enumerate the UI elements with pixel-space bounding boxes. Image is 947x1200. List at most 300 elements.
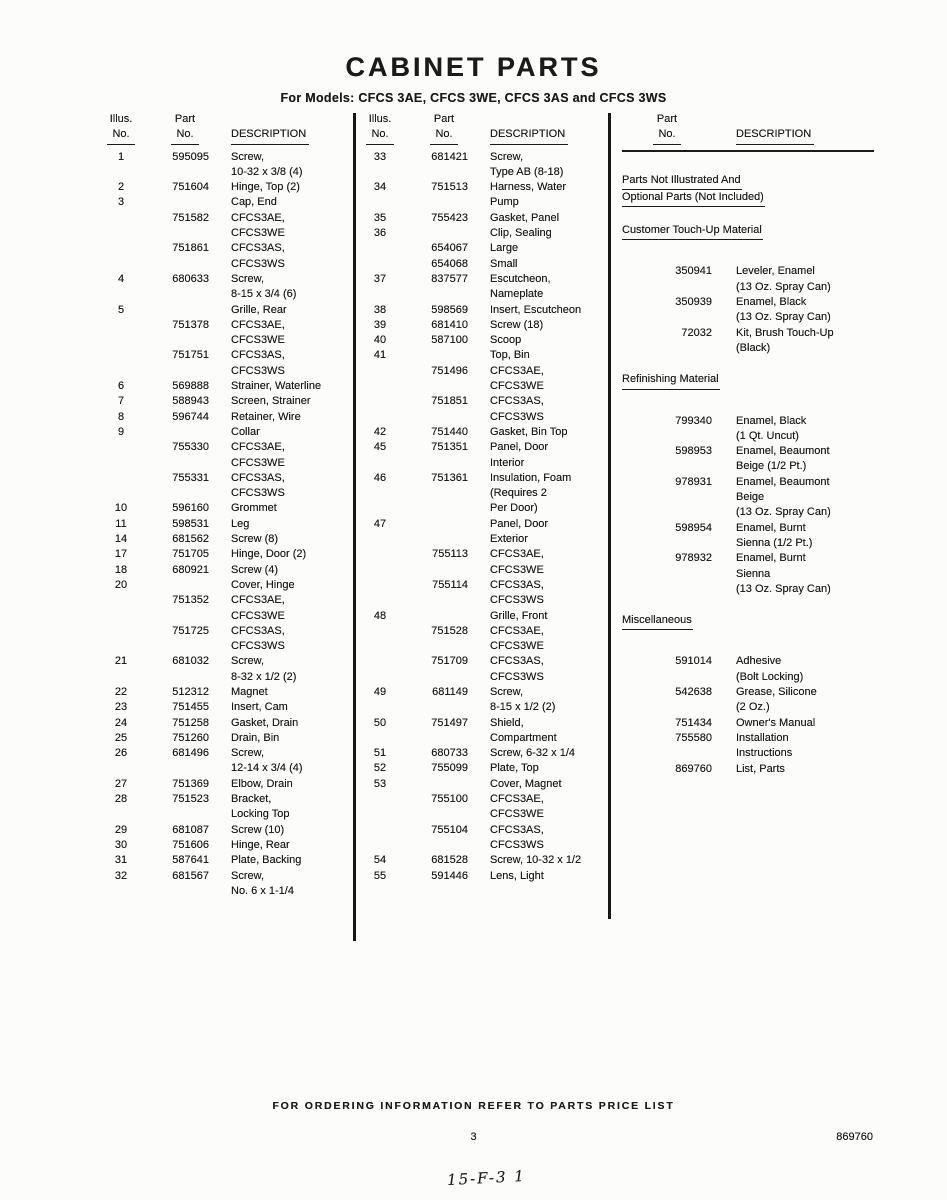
illus-no-cell: 41 [373,349,387,362]
parts-row [103,226,349,241]
description-cell: Screw (10) [231,823,285,836]
description-cell: Screw (18) [490,318,544,331]
parts-row [103,211,349,226]
parts-row [622,567,874,582]
part-no-cell: 654068 [431,257,468,270]
parts-row [362,547,604,562]
parts-column-2 [362,112,604,884]
ordering-note: FOR ORDERING INFORMATION REFER TO PARTS PRICE LIST [272,1100,675,1112]
description-cell: Cover, Hinge [231,578,295,591]
description-cell: Large [490,242,519,255]
part-no-cell: 751258 [172,716,209,729]
no-header-label: No. [171,127,198,144]
parts-row [103,807,349,822]
description-cell: CFCS3WE [490,380,544,393]
parts-row [622,762,874,777]
parts-row [103,241,349,256]
part-no-cell: 595095 [172,150,209,163]
page-title: CABINET PARTS [345,52,602,82]
illus-no-cell: 30 [114,838,128,851]
parts-row [362,593,604,608]
parts-row [622,746,874,761]
parts-row [103,364,349,379]
illus-no-cell [362,547,398,562]
description-cell: Retainer, Wire [231,410,301,423]
part-no-cell: 598531 [172,517,209,530]
description-cell: Screw, [231,655,265,668]
parts-row [362,563,604,578]
parts-row [362,241,604,256]
part-no-cell [622,505,712,520]
description-cell: (Black) [736,341,771,354]
parts-row [362,287,604,302]
description-cell: CFCS3AS, [231,471,285,484]
illus-no-cell: 1 [117,150,125,163]
description-cell: CFCS3WS [490,670,544,683]
part-no-cell: 542638 [675,686,712,699]
parts-row [362,654,604,669]
part-no-cell: 598953 [675,445,712,458]
illus-no-cell [362,257,398,272]
part-header-label: Part [174,113,196,125]
description-cell: Enamel, Burnt [736,521,806,534]
illus-no-cell [362,792,398,807]
description-cell: Elbow, Drain [231,777,293,790]
description-cell: 8-15 x 3/4 (6) [231,288,297,301]
note-line [622,173,874,190]
illus-no-cell: 33 [373,150,387,163]
parts-row [103,257,349,272]
description-cell: Insert, Escutcheon [490,303,582,316]
part-no-cell [149,456,221,471]
section-title-text: Refinishing Material [622,372,720,389]
parts-row [622,490,874,505]
parts-row [362,303,604,318]
part-no-cell [622,700,712,715]
illus-no-cell: 20 [114,578,128,591]
parts-row [362,869,604,884]
part-no-cell [408,456,480,471]
parts-row [362,639,604,654]
part-no-cell [149,670,221,685]
part-no-cell [408,807,480,822]
part-no-cell [622,341,712,356]
parts-row [103,517,349,532]
parts-row [362,257,604,272]
parts-row [362,211,604,226]
section-title-text: Miscellaneous [622,613,693,630]
description-cell: Top, Bin [490,349,530,362]
part-no-cell: 751861 [172,242,209,255]
illus-no-cell [103,211,139,226]
illus-no-cell: 27 [114,777,128,790]
part-no-cell: 681562 [172,533,209,546]
part-no-cell [408,486,480,501]
description-cell: Screw, [231,272,265,285]
part-no-cell: 751496 [431,364,468,377]
parts-row [362,838,604,853]
parts-row [622,475,874,490]
part-no-cell [408,517,480,532]
section-title-text: Customer Touch-Up Material [622,223,763,240]
parts-row [103,456,349,471]
description-cell: CFCS3WE [231,456,285,469]
description-cell: Owner's Manual [736,716,816,729]
parts-row [362,364,604,379]
part-no-cell [408,593,480,608]
page-number: 3 [470,1131,477,1143]
illus-header-label: Illus. [109,113,133,125]
description-cell: Grille, Front [490,609,548,622]
description-cell: Enamel, Burnt [736,552,806,565]
illus-no-cell [103,807,139,822]
illus-no-cell: 40 [373,334,387,347]
parts-row [362,425,604,440]
part-no-cell: 751434 [675,716,712,729]
parts-row [362,394,604,409]
parts-row [362,226,604,241]
description-cell: Enamel, Black [736,296,807,309]
part-no-cell [149,761,221,776]
parts-row [362,456,604,471]
part-no-cell: 681087 [172,823,209,836]
part-no-cell [408,348,480,363]
illus-no-cell: 4 [117,272,125,285]
description-cell: CFCS3AS, [490,655,544,668]
description-header [231,112,349,145]
description-cell: CFCS3AS, [490,823,544,836]
not-illustrated-note [622,173,874,208]
description-cell: CFCS3WS [231,364,285,377]
part-no-cell: 681567 [172,869,209,882]
part-no-cell [149,226,221,241]
parts-row [362,410,604,425]
illus-no-cell [103,257,139,272]
part-no-header [622,112,712,145]
part-no-cell: 681496 [172,747,209,760]
illus-no-cell [103,471,139,486]
description-cell: Interior [490,456,525,469]
description-cell: Screw, [231,869,265,882]
parts-row [103,410,349,425]
parts-row [362,471,604,486]
part-no-cell [622,670,712,685]
parts-row [103,838,349,853]
illus-no-cell: 7 [117,395,125,408]
parts-row [103,578,349,593]
description-cell: Per Door) [490,502,538,515]
illus-no-cell [103,456,139,471]
part-no-cell [622,746,712,761]
illus-no-cell [362,410,398,425]
description-cell: (Requires 2 [490,487,547,500]
part-no-cell [408,195,480,210]
parts-row [103,547,349,562]
illus-no-header [103,112,139,145]
illus-no-cell [362,456,398,471]
description-cell: Pump [490,196,519,209]
part-no-cell: 751751 [172,349,209,362]
part-no-cell [149,333,221,348]
parts-row [103,195,349,210]
description-header [736,112,874,145]
parts-row [103,731,349,746]
description-cell: Beige [736,491,765,504]
description-cell: 10-32 x 3/8 (4) [231,165,303,178]
illus-no-cell: 49 [373,685,387,698]
parts-row [103,853,349,868]
description-cell: CFCS3WS [231,487,285,500]
part-no-cell: 751361 [431,471,468,484]
description-cell: Sienna [736,567,771,580]
illus-no-cell: 3 [117,196,125,209]
part-no-cell [408,777,480,792]
illus-no-cell [362,165,398,180]
part-no-cell: 755114 [432,578,468,591]
parts-row [103,670,349,685]
parts-row [362,150,604,165]
illus-no-cell [103,670,139,685]
parts-row [103,180,349,195]
parts-row [103,501,349,516]
parts-row [103,486,349,501]
parts-row [362,501,604,516]
parts-row [362,716,604,731]
part-no-header [408,112,480,145]
illus-no-cell [362,670,398,685]
illus-no-cell [362,563,398,578]
part-no-cell [149,287,221,302]
illus-no-cell: 35 [373,211,387,224]
part-no-header [149,112,221,145]
parts-row [103,318,349,333]
part-no-cell: 869760 [675,762,712,775]
part-no-cell [622,490,712,505]
illus-no-cell: 26 [114,747,128,760]
illus-no-cell [362,823,398,838]
description-cell: CFCS3AE, [490,793,544,806]
description-cell: CFCS3AS, [231,624,285,637]
illus-no-cell: 21 [114,655,128,668]
parts-row [103,700,349,715]
parts-row [622,444,874,459]
section-title [622,223,874,240]
illus-no-cell [362,501,398,516]
part-no-cell: 751851 [431,395,468,408]
description-cell: (13 Oz. Spray Can) [736,582,831,595]
description-cell: CFCS3AE, [231,441,285,454]
part-no-cell: 755331 [172,471,209,484]
part-no-cell [149,257,221,272]
illus-no-cell [362,195,398,210]
description-cell: Plate, Top [490,762,539,775]
part-no-cell [408,532,480,547]
parts-row [103,348,349,363]
description-header-label: DESCRIPTION [231,127,309,144]
description-cell: List, Parts [736,762,785,775]
no-header-label: No. [107,127,134,144]
parts-row [103,746,349,761]
description-cell: CFCS3AS, [231,349,285,362]
illus-no-cell [103,318,139,333]
part-no-cell [408,287,480,302]
part-no-cell [622,582,712,597]
parts-row [622,716,874,731]
illus-no-cell: 17 [114,548,128,561]
part-no-cell: 755099 [431,762,468,775]
parts-column-3 [622,112,874,787]
part-no-cell: 681410 [431,318,468,331]
part-no-cell: 978931 [675,475,712,488]
parts-row [622,536,874,551]
illus-no-cell: 11 [115,517,127,530]
header-spacer [231,112,234,127]
description-cell: Screw (8) [231,533,279,546]
part-no-cell [149,807,221,822]
parts-row [103,165,349,180]
part-no-cell: 751523 [172,793,209,806]
part-no-cell [149,303,221,318]
parts-row [103,884,349,899]
illus-no-cell [362,639,398,654]
part-no-cell: 681421 [431,150,468,163]
part-no-cell [408,563,480,578]
description-cell: CFCS3WE [490,808,544,821]
part-no-cell: 751582 [172,211,209,224]
illus-no-cell: 24 [114,716,128,729]
parts-row [103,685,349,700]
illus-no-cell: 5 [117,303,125,316]
table-header [362,112,604,145]
note-line [622,190,874,207]
illus-no-cell: 32 [114,869,128,882]
parts-row [622,295,874,310]
illus-no-cell: 23 [114,701,128,714]
description-cell: (13 Oz. Spray Can) [736,311,831,324]
description-cell: Cap, End [231,196,277,209]
part-no-cell: 680633 [172,272,209,285]
parts-row [103,425,349,440]
handwritten-note: 15-F-3 1 [446,1166,527,1190]
description-cell: 12-14 x 3/4 (4) [231,762,303,775]
illus-no-cell: 37 [373,272,387,285]
parts-row [362,517,604,532]
part-no-cell [622,310,712,325]
description-cell: Plate, Backing [231,854,302,867]
illus-no-cell [103,639,139,654]
description-cell: Shield, [490,716,524,729]
parts-row [622,414,874,429]
parts-row [362,440,604,455]
part-no-cell: 751604 [172,181,209,194]
description-cell: Grommet [231,502,277,515]
parts-row [103,563,349,578]
illus-no-cell: 47 [373,517,387,530]
description-cell: Screw, 10-32 x 1/2 [490,854,582,867]
part-no-cell [408,700,480,715]
description-cell: (1 Qt. Uncut) [736,429,799,442]
illus-no-cell: 9 [117,425,125,438]
illus-no-cell: 28 [114,793,128,806]
description-cell: Screw (4) [231,563,279,576]
illus-no-cell [103,226,139,241]
parts-row [103,792,349,807]
description-cell: Panel, Door [490,517,549,530]
parts-row [622,654,874,669]
parts-row [362,195,604,210]
description-cell: CFCS3WE [490,563,544,576]
description-cell: Clip, Sealing [490,227,552,240]
description-cell: Harness, Water [490,181,567,194]
parts-row [622,521,874,536]
note-line-text: Optional Parts (Not Included) [622,190,765,207]
part-no-cell: 598954 [675,521,712,534]
description-cell: Grease, Silicone [736,686,817,699]
description-cell: Lens, Light [490,869,544,882]
part-no-cell: 755330 [172,441,209,454]
illus-no-cell [362,379,398,394]
description-cell: Scoop [490,334,522,347]
part-no-cell: 799340 [675,414,712,427]
description-header [490,112,604,145]
description-cell: CFCS3WS [490,594,544,607]
parts-row [622,582,874,597]
description-cell: Hinge, Door (2) [231,548,307,561]
parts-row [362,685,604,700]
part-no-cell [622,429,712,444]
illus-no-cell: 38 [373,303,387,316]
illus-no-cell [362,700,398,715]
part-no-cell [149,364,221,379]
description-cell: Compartment [490,731,557,744]
description-cell: CFCS3AE, [490,624,544,637]
section-rows [622,654,874,776]
description-cell: Screw, 6-32 x 1/4 [490,747,575,760]
parts-row [622,326,874,341]
illus-no-cell: 2 [117,181,125,194]
description-cell: Screw, [231,747,265,760]
description-cell: Drain, Bin [231,731,280,744]
part-no-cell [149,609,221,624]
description-cell: Panel, Door [490,441,549,454]
illus-no-cell: 50 [373,716,387,729]
description-cell: CFCS3AE, [231,318,285,331]
description-cell: Screw, [490,685,524,698]
illus-no-cell: 42 [373,425,387,438]
description-cell: Escutcheon, [490,272,551,285]
part-no-cell: 598569 [431,303,468,316]
part-no-cell [408,379,480,394]
part-no-cell: 751528 [431,624,468,637]
description-cell: CFCS3AE, [231,211,285,224]
no-header-label: No. [430,127,457,144]
parts-row [622,551,874,566]
parts-row [622,700,874,715]
part-no-cell: 681149 [432,685,468,698]
parts-row [103,333,349,348]
description-cell: Kit, Brush Touch-Up [736,326,834,339]
part-header-label: Part [656,113,678,125]
part-no-cell: 591446 [431,869,468,882]
parts-row [103,716,349,731]
description-cell: CFCS3WS [490,838,544,851]
parts-row [103,654,349,669]
description-cell: Strainer, Waterline [231,380,322,393]
description-cell: Instructions [736,747,793,760]
section-rows [622,264,874,356]
illus-no-cell [362,578,398,593]
parts-row [622,429,874,444]
